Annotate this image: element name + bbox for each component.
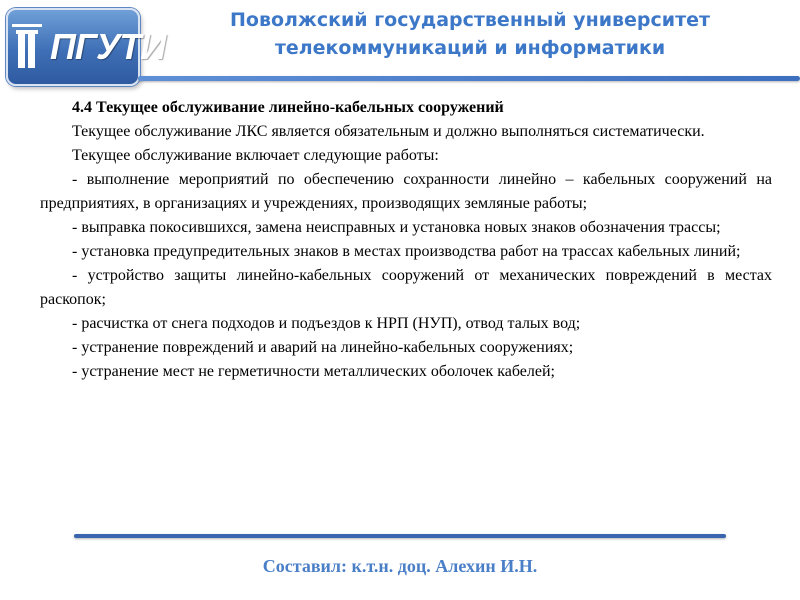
list-item: - установка предупредительных знаков в местах производства работ на трассах кабельных линий; (72, 243, 741, 260)
university-logo (6, 8, 166, 86)
list-item: - расчистка от снега подходов и подъездов к НРП (НУП), отвод талых вод; (72, 315, 581, 332)
main-content (40, 96, 772, 384)
paragraph: Текущее обслуживание включает следующие работы: (72, 147, 439, 164)
header-divider (138, 76, 800, 81)
list-item: - устройство защиты линейно-кабельных сооружений от механических повреждений в местах раскопок; (40, 267, 772, 308)
title-line-2: телекоммуникаций и информатики (274, 37, 666, 59)
logo-text: ПГУТИ (50, 26, 166, 67)
list-item: - выполнение мероприятий по обеспечению сохранности линейно – кабельных сооружений на предприятиях, в организациях и учреждениях, производящих земляные работы; (40, 171, 772, 212)
footer-divider (74, 534, 726, 538)
list-item: - выправка покосившихся, замена неисправных и установка новых знаков обозначения трассы; (72, 219, 721, 236)
paragraph: Текущее обслуживание ЛКС является обязательным и должно выполняться систематически. (72, 123, 705, 140)
list-item: - устранение повреждений и аварий на линейно-кабельных сооружениях; (72, 339, 574, 356)
page-title (170, 6, 770, 62)
title-line-1: Поволжский государственный университет (229, 9, 711, 31)
author-credit: Составил: к.т.н. доц. Алехин И.Н. (262, 556, 538, 576)
section-heading: 4.4 Текущее обслуживание линейно-кабельных сооружений (72, 99, 504, 116)
list-item: - устранение мест не герметичности металлических оболочек кабелей; (72, 363, 555, 380)
